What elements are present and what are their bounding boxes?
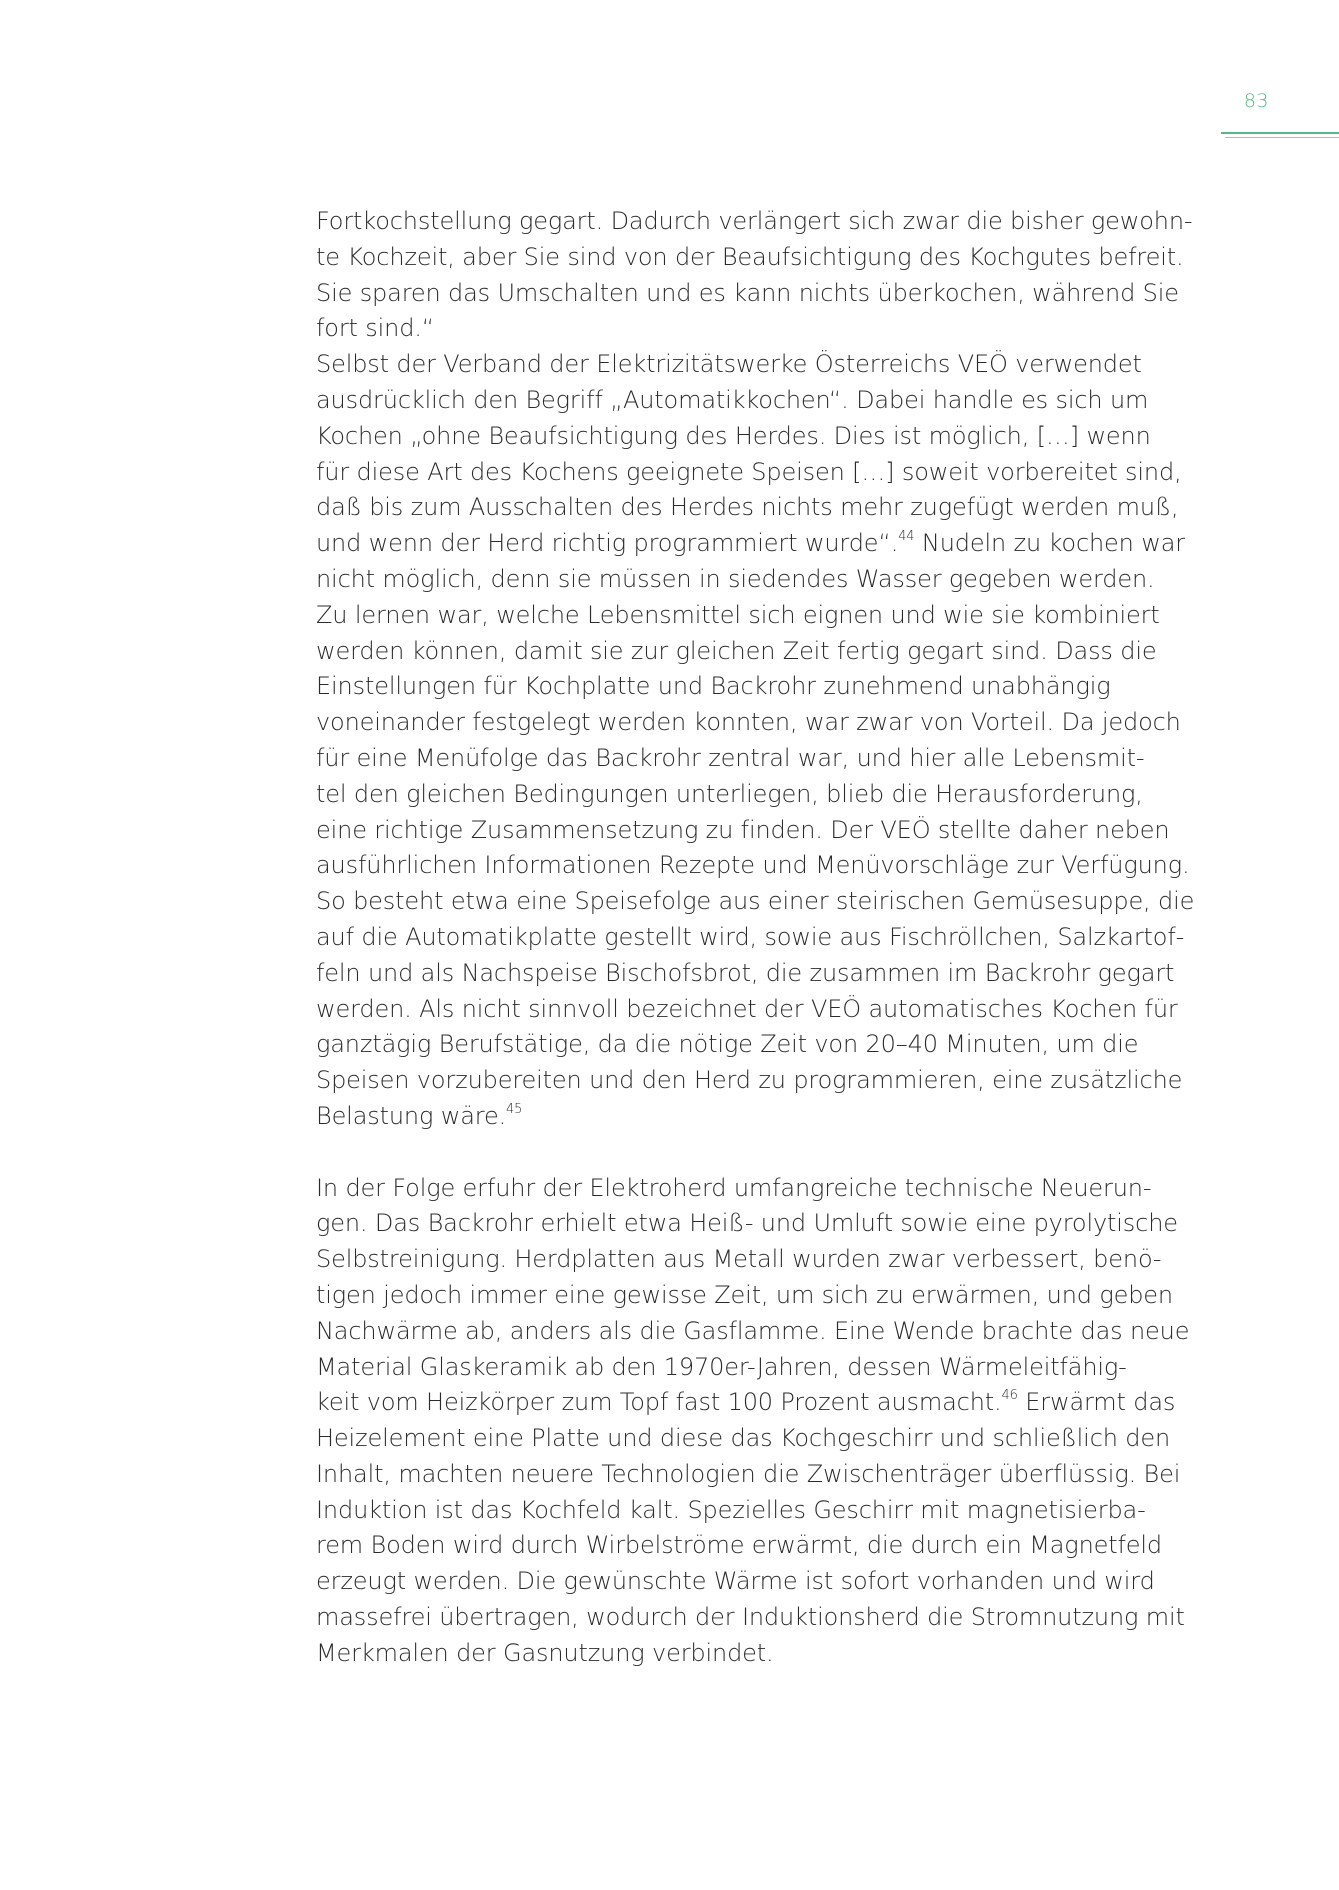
text-line: Zu lernen war, welche Lebensmittel sich eignen und wie sie kombiniert xyxy=(316,600,1160,629)
text-line: Nachwärme ab, anders als die Gasflamme. Eine Wende brachte das neue xyxy=(316,1316,1190,1345)
text-line-footnote-45 xyxy=(316,1099,1196,1135)
paragraph-gap xyxy=(316,1135,1196,1171)
text-line-footnote-46 xyxy=(316,1385,1196,1421)
text-line: Material Glaskeramik ab den 1970er-Jahren, dessen Wärmeleitfähig- xyxy=(316,1352,1127,1381)
text-line: Selbstreinigung. Herdplatten aus Metall wurden zwar verbessert, benö- xyxy=(316,1245,1162,1274)
body-text xyxy=(316,204,1196,1672)
text-line: ausführlichen Informationen Rezepte und Menüvorschläge zur Verfügung. xyxy=(316,851,1190,880)
paragraph-2 xyxy=(316,1171,1196,1672)
text-line: Speisen vorzubereiten und den Herd zu programmieren, eine zusätzliche xyxy=(316,1066,1183,1095)
text-fragment: und wenn der Herd richtig programmiert wurde“. xyxy=(316,529,899,558)
text-fragment: Nudeln zu kochen war xyxy=(914,529,1185,558)
footnote-ref-46[interactable]: 46 xyxy=(1001,1388,1018,1404)
footnote-ref-45[interactable]: 45 xyxy=(506,1101,523,1117)
text-line: werden. Als nicht sinnvoll bezeichnet der VEÖ automatisches Kochen für xyxy=(316,994,1178,1023)
text-line: Heizelement eine Platte und diese das Kochgeschirr und schließlich den xyxy=(316,1424,1171,1453)
text-line: Sie sparen das Umschalten und es kann nichts überkochen, während Sie xyxy=(316,278,1179,307)
text-line: nicht möglich, denn sie müssen in siedendes Wasser gegeben werden. xyxy=(316,564,1155,593)
text-line: für diese Art des Kochens geeignete Speisen […] soweit vorbereitet sind, xyxy=(316,457,1182,486)
text-line: gen. Das Backrohr erhielt etwa Heiß- und Umluft sowie eine pyrolytische xyxy=(316,1209,1178,1238)
text-line: voneinander festgelegt werden konnten, war zwar von Vorteil. Da jedoch xyxy=(316,708,1181,737)
text-fragment: Erwärmt das xyxy=(1017,1388,1176,1417)
text-line: werden können, damit sie zur gleichen Zeit fertig gegart sind. Dass die xyxy=(316,636,1157,665)
text-line: fort sind.“ xyxy=(316,314,435,343)
text-line: te Kochzeit, aber Sie sind von der Beaufsichtigung des Kochgutes befreit. xyxy=(316,242,1184,271)
text-fragment: Belastung wäre. xyxy=(316,1101,507,1130)
text-line: erzeugt werden. Die gewünschte Wärme ist sofort vorhanden und wird xyxy=(316,1567,1155,1596)
footnote-ref-44[interactable]: 44 xyxy=(898,529,915,545)
text-fragment: keit vom Heizkörper zum Topf fast 100 Prozent ausmacht. xyxy=(316,1388,1002,1417)
text-line: Fortkochstellung gegart. Dadurch verlängert sich zwar die bisher gewohn- xyxy=(316,207,1193,235)
text-line: So besteht etwa eine Speisefolge aus einer steirischen Gemüsesuppe, die xyxy=(316,887,1195,916)
text-line: massefrei übertragen, wodurch der Induktionsherd die Stromnutzung mit xyxy=(316,1603,1185,1632)
text-line: ausdrücklich den Begriff „Automatikkochen“. Dabei handle es sich um xyxy=(316,385,1149,414)
header-rule-thin xyxy=(1225,137,1339,138)
text-line: ganztägig Berufstätige, da die nötige Zeit von 20–40 Minuten, um die xyxy=(316,1030,1139,1059)
text-line: Merkmalen der Gasnutzung verbindet. xyxy=(316,1638,774,1667)
text-line: tigen jedoch immer eine gewisse Zeit, um sich zu erwärmen, und geben xyxy=(316,1280,1173,1309)
text-line: auf die Automatikplatte gestellt wird, sowie aus Fischröllchen, Salzkartof- xyxy=(316,922,1185,951)
text-line-footnote-44 xyxy=(316,526,1196,562)
text-line: Selbst der Verband der Elektrizitätswerke Österreichs VEÖ verwendet xyxy=(316,350,1142,379)
text-line: Einstellungen für Kochplatte und Backrohr zunehmend unabhängig xyxy=(316,672,1111,701)
text-line: tel den gleichen Bedingungen unterliegen, blieb die Herausforderung, xyxy=(316,779,1143,808)
text-line: daß bis zum Ausschalten des Herdes nichts mehr zugefügt werden muß, xyxy=(316,493,1179,522)
text-line: Inhalt, machten neuere Technologien die Zwischenträger überflüssig. Bei xyxy=(316,1459,1181,1488)
text-line: rem Boden wird durch Wirbelströme erwärmt, die durch ein Magnetfeld xyxy=(316,1531,1163,1560)
page-number: 83 xyxy=(1243,90,1269,112)
text-line: Induktion ist das Kochfeld kalt. Spezielles Geschirr mit magnetisierba- xyxy=(316,1495,1146,1524)
paragraph-1 xyxy=(316,204,1196,1135)
text-line: für eine Menüfolge das Backrohr zentral war, und hier alle Lebensmit- xyxy=(316,743,1145,772)
header-rule xyxy=(1221,132,1339,134)
text-line: feln und als Nachspeise Bischofsbrot, die zusammen im Backrohr gegart xyxy=(316,958,1175,987)
text-line: Kochen „ohne Beaufsichtigung des Herdes. Dies ist möglich, […] wenn xyxy=(316,421,1151,450)
text-line: In der Folge erfuhr der Elektroherd umfangreiche technische Neuerun- xyxy=(316,1173,1152,1202)
text-line: eine richtige Zusammensetzung zu finden. Der VEÖ stellte daher neben xyxy=(316,815,1170,844)
